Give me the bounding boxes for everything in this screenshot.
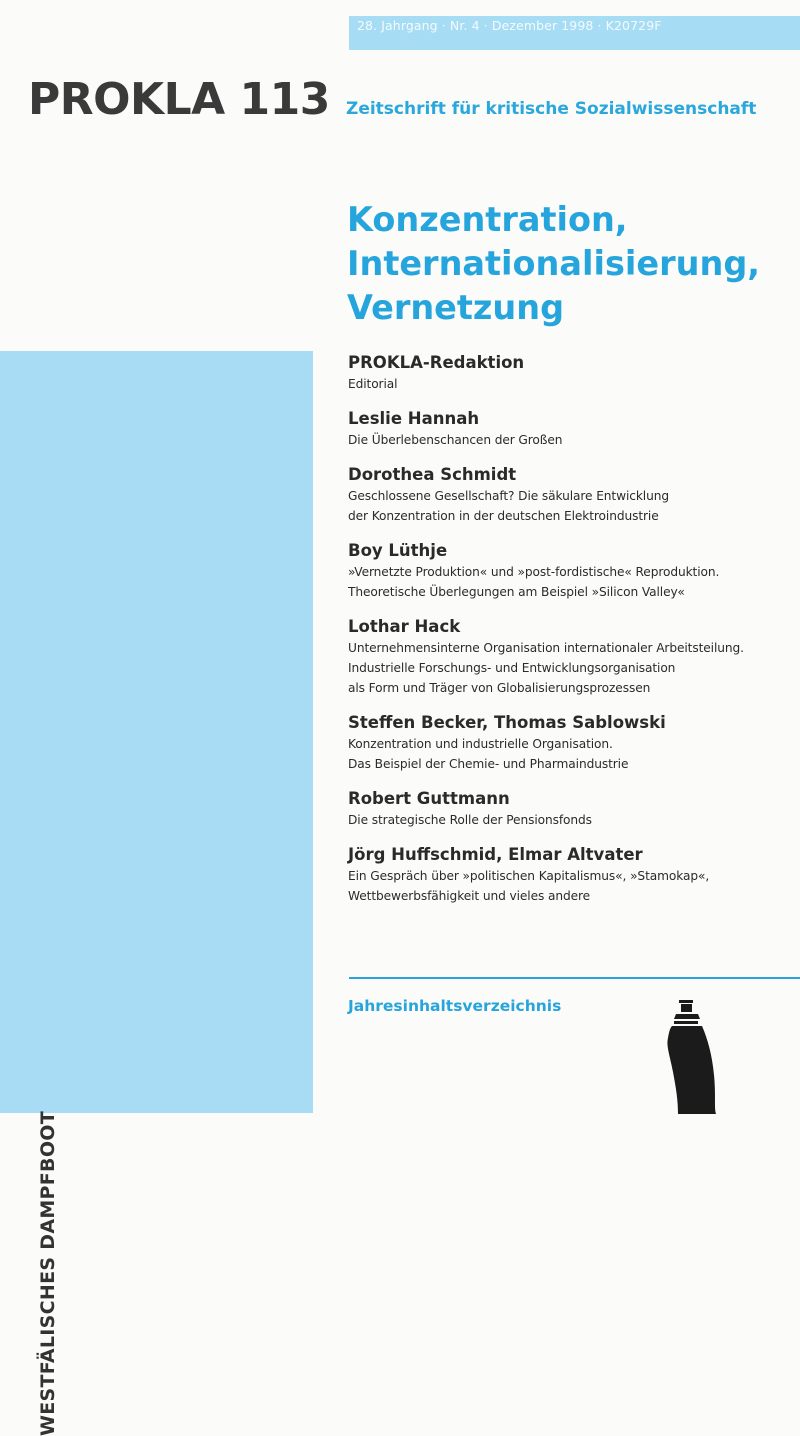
annual-index: Jahresinhaltsverzeichnis [348,997,562,1015]
entry-title: Die Überlebenschancen der Großen [348,433,563,447]
entry-title: als Form und Träger von Globalisierungsprozessen [348,681,651,695]
table-of-contents [348,352,793,920]
publisher-name: WESTFÄLISCHES DAMPFBOOT [37,1110,59,1436]
theme-line: Vernetzung [347,288,565,327]
issue-theme [347,198,760,330]
entry-author: Robert Guttmann [348,789,510,808]
entry-author: Steffen Becker, Thomas Sablowski [348,713,666,732]
journal-title: PROKLA 113 [28,74,330,125]
entry-title: Unternehmensinterne Organisation internationaler Arbeitsteilung. [348,641,744,655]
entry-author: Dorothea Schmidt [348,465,517,484]
toc-entry [348,540,793,602]
entry-title: der Konzentration in der deutschen Elektroindustrie [348,509,659,523]
issue-info: 28. Jahrgang · Nr. 4 · Dezember 1998 · K20729F [357,18,662,33]
issue-info-bar [349,16,800,50]
toc-entry [348,464,793,526]
entry-author: Boy Lüthje [348,541,448,560]
entry-title: Das Beispiel der Chemie- und Pharmaindustrie [348,757,629,771]
entry-title: Wettbewerbsfähigkeit und vieles andere [348,889,591,903]
steamboat-logo-icon [662,1000,718,1116]
toc-entry [348,788,793,830]
theme-line: Internationalisierung, [347,244,761,283]
entry-title: Editorial [348,377,398,391]
toc-entry [348,844,793,906]
entry-title: Geschlossene Gesellschaft? Die säkulare Entwicklung [348,489,669,503]
toc-entry [348,408,793,450]
entry-title: Die strategische Rolle der Pensionsfonds [348,813,592,827]
toc-entry [348,616,793,698]
entry-title: Industrielle Forschungs- und Entwicklungsorganisation [348,661,676,675]
entry-title: Theoretische Überlegungen am Beispiel »Silicon Valley« [348,585,685,599]
entry-author: Leslie Hannah [348,409,480,428]
entry-title: Ein Gespräch über »politischen Kapitalismus«, »Stamokap«, [348,869,710,883]
entry-author: PROKLA-Redaktion [348,353,525,372]
entry-title: »Vernetzte Produktion« und »post-fordistische« Reproduktion. [348,565,720,579]
divider [349,977,800,979]
toc-entry [348,712,793,774]
side-panel [0,351,313,1436]
entry-author: Jörg Huffschmid, Elmar Altvater [348,845,643,864]
journal-subtitle: Zeitschrift für kritische Sozialwissenschaft [346,99,757,119]
entry-title: Konzentration und industrielle Organisation. [348,737,613,751]
toc-entry [348,352,793,394]
entry-author: Lothar Hack [348,617,461,636]
theme-line: Konzentration, [347,200,628,239]
